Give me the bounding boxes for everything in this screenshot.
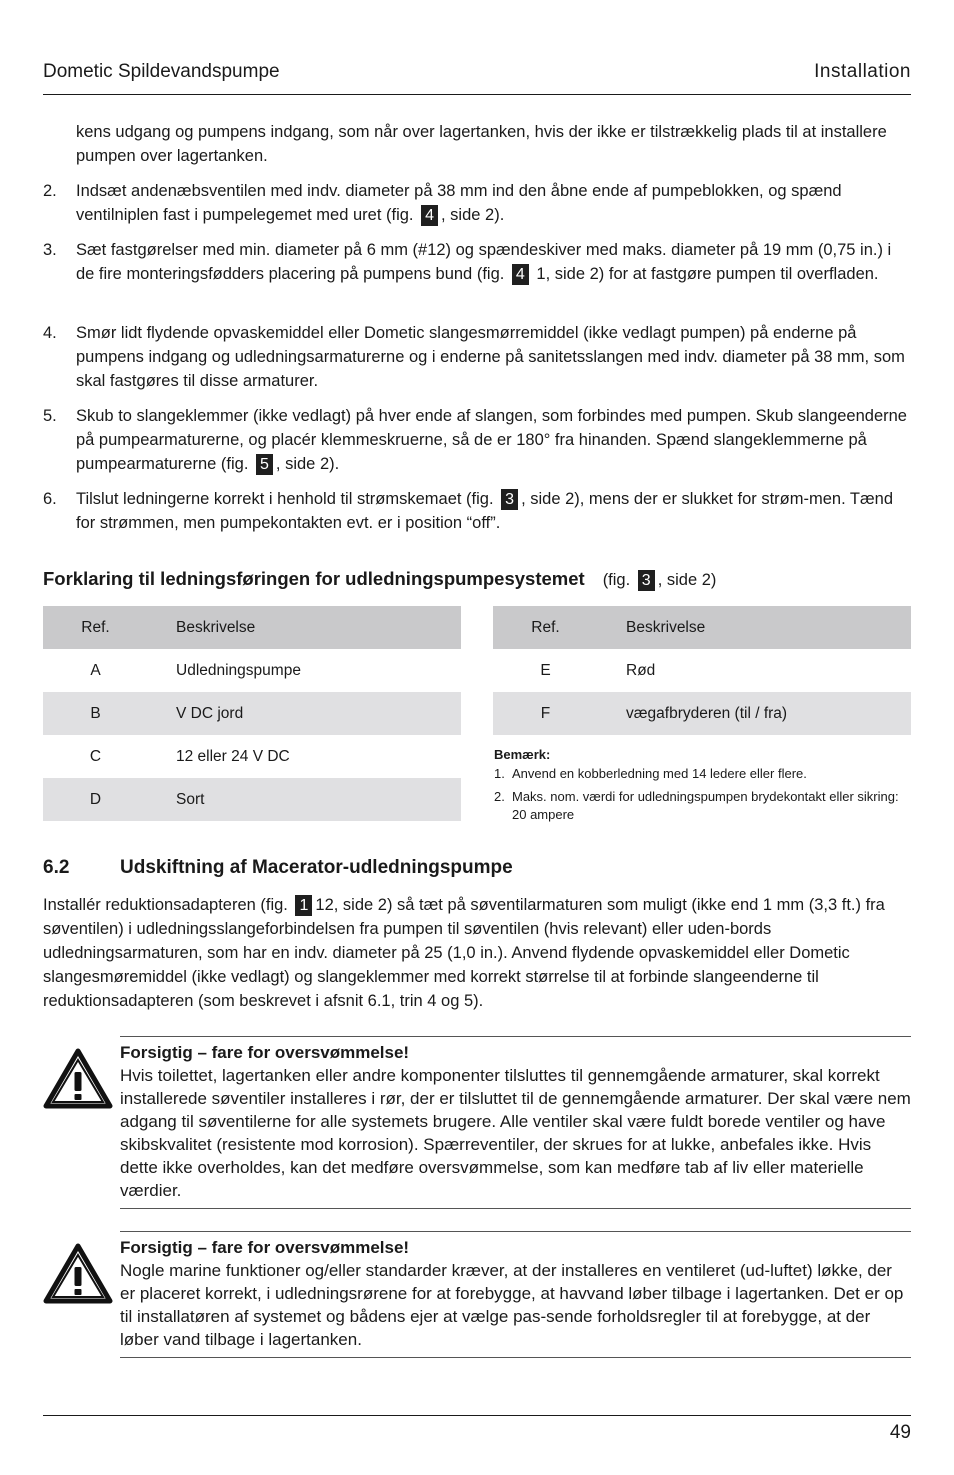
description-cell: vægafbryderen (til / fra) — [598, 692, 911, 735]
table-row — [43, 778, 461, 821]
step-text: Sæt fastgørelser med min. diameter på 6 mm (#12) og spændeskiver med maks. diameter på 19 mm (0,75 in.) i de fire monteringsfødders placering på pumpens bund (fig. 4 1, side 2) for at fastgøre pumpen til overfladen. — [76, 241, 892, 283]
note-number: 2. — [494, 789, 505, 804]
page-header — [43, 60, 911, 95]
figure-reference: 5 — [256, 454, 273, 475]
step-number: 4. — [43, 324, 57, 342]
document-title: Dometic Spildevandspumpe — [43, 61, 280, 82]
ref-cell: A — [43, 649, 148, 692]
warning-triangle-icon — [43, 1243, 113, 1305]
step-text: Smør lidt flydende opvaskemiddel eller Dometic slangesmørremiddel (ikke vedlagt pumpen) på enderne på pumpens indgang og udledningsarmaturerne og i enderne på sanitetsslangen med indv. diameter på 38 mm, som skal fastgøres til disse armaturer. — [76, 324, 905, 390]
warning-text: Nogle marine funktioner og/eller standarder kræver, at der installeres en ventileret (ud-luftet) løkke, der er placeret korrekt, i udledningsrørene for at forebygge, at havvand løber tilbage i lagertanken. Det er op til installatøren af systemet og bådens ejer at vælge pas-sende forholdsregler til at forebygge, at der løber vand tilbage i lagertanken. — [120, 1261, 904, 1349]
ref-cell: C — [43, 735, 148, 778]
ref-cell: D — [43, 778, 148, 821]
ref-cell: F — [493, 692, 598, 735]
note-text: Maks. nom. værdi for udledningspumpen brydekontakt eller sikring: 20 ampere — [512, 789, 899, 822]
warning-content — [120, 1231, 911, 1358]
warning-text: Hvis toilettet, lagertanken eller andre komponenter tilsluttes til gennemgående armaturer, skal korrekt installerede søventiler installeres i rør, der er tilsluttet til de gennemgående armaturer. Der skal være nem adgang til søventilerne for alle systemets brugere. Alle ventiler skal være fuldt borede ventiler og have skibskvalitet (resistente mod korrosion). Spærreventiler, der skrues for at lukke, anbefales ikke. Hvis dette ikke overholdes, kan det medføre oversvømmelse, som kan medføre tab af liv eller materielle værdier. — [120, 1066, 911, 1200]
table-row — [43, 692, 461, 735]
footer-rule — [43, 1415, 911, 1416]
warning-title: Forsigtig – fare for oversvømmelse! — [120, 1043, 410, 1062]
ref-header: Ref. — [493, 606, 598, 649]
step-text: kens udgang og pumpens indgang, som når over lagertanken, hvis der ikke er tilstrækkelig plads til at installere pumpen over lagertanken. — [76, 123, 887, 165]
table-row — [493, 692, 911, 735]
table-notes — [494, 746, 911, 824]
table-row — [493, 649, 911, 692]
legend-figure-ref: (fig. 3 , side 2) — [602, 571, 717, 589]
description-cell: 12 eller 24 V DC — [148, 735, 461, 778]
note-item — [494, 788, 911, 824]
description-cell: Sort — [148, 778, 461, 821]
step-text: Indsæt andenæbsventilen med indv. diameter på 38 mm ind den åbne ende af pumpeblokken, og spænd ventilniplen fast i pumpelegemet med uret (fig. 4 , side 2). — [76, 182, 842, 224]
section-heading — [43, 857, 513, 879]
step-number: 2. — [43, 182, 57, 200]
legend-table-right — [493, 606, 911, 735]
figure-reference: 3 — [638, 570, 655, 591]
table-row — [43, 649, 461, 692]
figure-reference: 1 — [295, 895, 312, 916]
ref-cell: E — [493, 649, 598, 692]
step-2 — [43, 179, 911, 227]
step-3 — [43, 238, 911, 286]
description-header: Beskrivelse — [148, 606, 461, 649]
step-6 — [43, 487, 911, 535]
step-number: 5. — [43, 407, 57, 425]
ref-header: Ref. — [43, 606, 148, 649]
warning-title: Forsigtig – fare for oversvømmelse! — [120, 1238, 410, 1257]
description-header: Beskrivelse — [598, 606, 911, 649]
description-cell: Rød — [598, 649, 911, 692]
step-text: Tilslut ledningerne korrekt i henhold til strømskemaet (fig. 3 , side 2), mens der er slukket for strøm-men. Tænd for strømmen, men pumpekontakten evt. er i position “off”. — [76, 490, 894, 532]
table-header-row — [43, 606, 461, 649]
description-cell: Udledningspumpe — [148, 649, 461, 692]
page-number: 49 — [889, 1422, 911, 1443]
legend-table-left — [43, 606, 461, 821]
legend-heading — [43, 568, 911, 591]
warning-content — [120, 1036, 911, 1209]
table-header-row — [493, 606, 911, 649]
section-paragraph: Installér reduktionsadapteren (fig. 1 12, side 2) så tæt på søventilarmaturen som muligt (ikke end 1 mm (3,3 ft.) fra søventilen) i udledningsslangeforbindelsen fra pumpen til søventilen (hvis relevant) eller uden-bords udledningsarmaturen, som har en indv. diameter på 25 (1,0 in.). Anvend flydende opvaskemiddel eller Dometic slangesmøremiddel (ikke vedlagt) og slangeklemmer med korrekt størrelse til at forbinde slangeenderne til reduktionsadapteren (som beskrevet i afsnit 6.1, trin 4 og 5). — [43, 896, 885, 1010]
legend-title: Forklaring til ledningsføringen for udledningspumpesystemet — [43, 568, 585, 589]
description-cell: V DC jord — [148, 692, 461, 735]
note-number: 1. — [494, 766, 505, 781]
ref-cell: B — [43, 692, 148, 735]
step-1-continued — [43, 120, 911, 168]
notes-title: Bemærk: — [494, 747, 551, 762]
step-5 — [43, 404, 911, 476]
figure-reference: 4 — [512, 264, 529, 285]
step-4 — [43, 321, 911, 393]
figure-reference: 4 — [421, 205, 438, 226]
section-name: Installation — [814, 61, 911, 82]
figure-reference: 3 — [501, 489, 518, 510]
step-text: Skub to slangeklemmer (ikke vedlagt) på hver ende af slangen, som forbindes med pumpen. Skub slangeenderne på pumpearmaturerne, og placér klemmeskruerne, så de er 180° fra hinanden. Spænd slangeklemmerne på pumpearmaturerne (fig. 5 , side 2). — [76, 407, 907, 473]
step-number: 3. — [43, 241, 57, 259]
note-text: Anvend en kobberledning med 14 ledere eller flere. — [512, 766, 807, 781]
note-item — [494, 765, 911, 783]
section-title: Udskiftning af Macerator-udledningspumpe — [120, 857, 513, 878]
step-number: 6. — [43, 490, 57, 508]
section-number: 6.2 — [43, 857, 70, 878]
table-row — [43, 735, 461, 778]
warning-triangle-icon — [43, 1048, 113, 1110]
